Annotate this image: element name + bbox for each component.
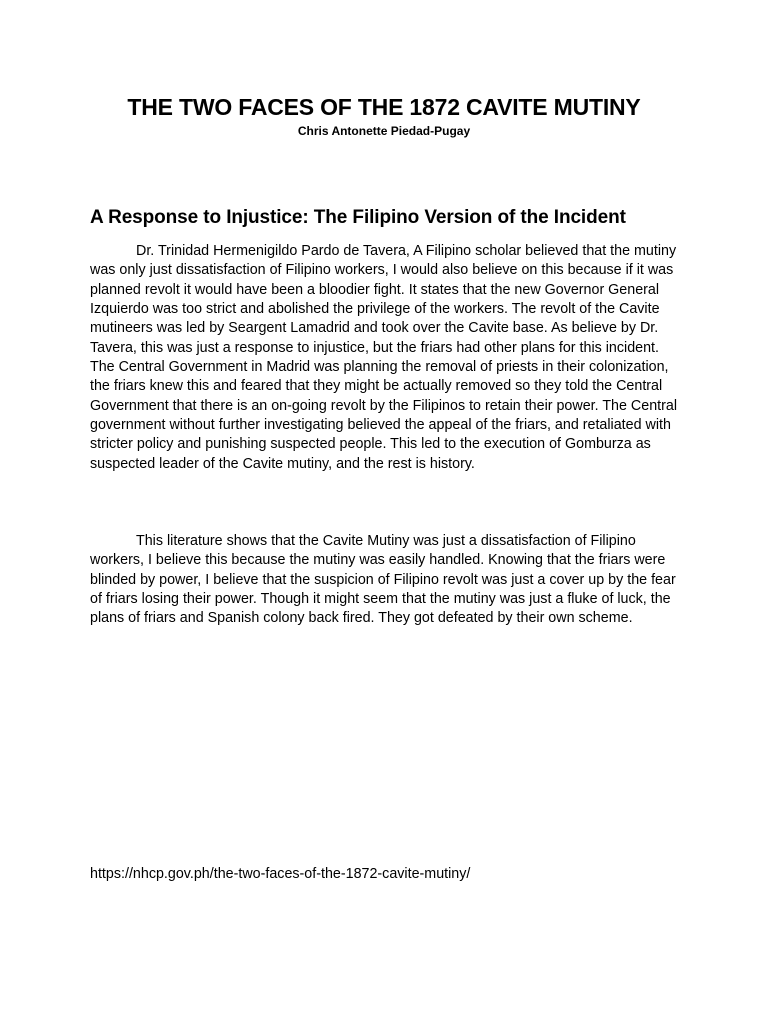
body-paragraph-2: This literature shows that the Cavite Mutiny was just a dissatisfaction of Filipino workers, I believe this because the mutiny was easily handled. Knowing that the friars were blinded by power, I believe that the suspicion of Filipino revolt was just a cover up by the fear of friars losing their power. Though it might seem that the mutiny was just a fluke of luck, the plans of friars and Spanish colony back fired. They got defeated by their own scheme.: [90, 533, 676, 627]
body-paragraph-1: Dr. Trinidad Hermenigildo Pardo de Tavera, A Filipino scholar believed that the mutiny was only just dissatisfaction of Filipino workers, I would also believe on this because if it was planned revolt it would have been a bloodier fight. It states that the new Governor General Izquierdo was too strict and abolished the privilege of the workers. The revolt of the Cavite mutineers was led by Seargent Lamadrid and took over the Cavite base. As believe by Dr. Tavera, this was just a response to injustice, but the friars had other plans for this incident. The Central Government in Madrid was planning the removal of priests in their colonization, the friars knew this and feared that they might be actually removed so they told the Central Government that there is an on-going revolt by the Filipinos to retain their power. The Central government without further investigating believed the appeal of the friars, and retaliated with stricter policy and punishing suspected people. This led to the execution of Gomburza as suspected leader of the Cavite mutiny, and the rest is history.: [90, 243, 678, 472]
section-heading: A Response to Injustice: The Filipino Version of the Incident: [90, 207, 626, 228]
source-link[interactable]: https://nhcp.gov.ph/the-two-faces-of-the-1872-cavite-mutiny/: [90, 866, 471, 882]
document-author: Chris Antonette Piedad-Pugay: [297, 124, 471, 138]
document-title: THE TWO FACES OF THE 1872 CAVITE MUTINY: [127, 94, 641, 120]
